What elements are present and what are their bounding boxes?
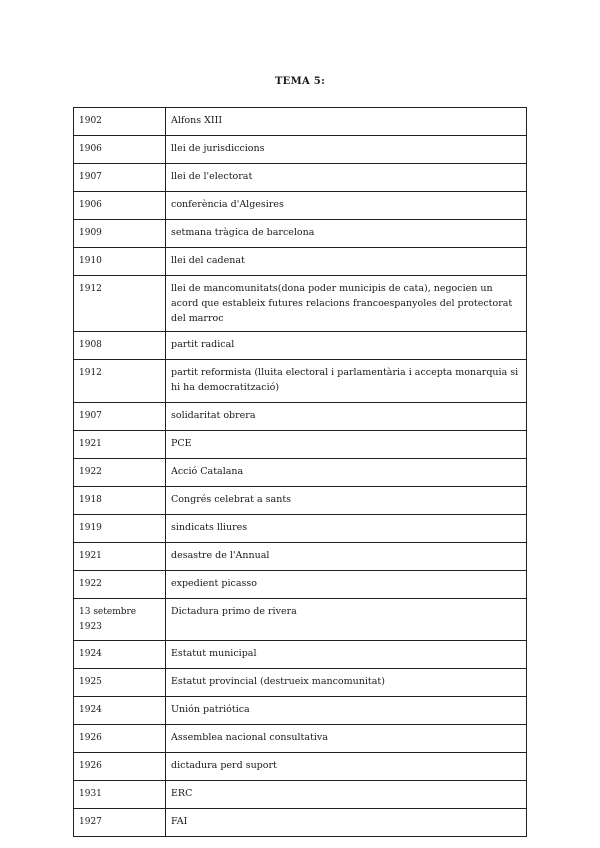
event-cell: ERC bbox=[166, 781, 527, 809]
year-cell: 1924 bbox=[74, 697, 166, 725]
table-row bbox=[74, 599, 527, 641]
table-row bbox=[74, 697, 527, 725]
event-cell: llei de jurisdiccions bbox=[166, 136, 527, 164]
year-cell: 1922 bbox=[74, 459, 166, 487]
event-cell: llei de mancomunitats(dona poder municipis de cata), negocien un acord que estableix futures relacions francoespanyoles del protectorat del marroc bbox=[166, 276, 527, 332]
event-cell: Estatut municipal bbox=[166, 641, 527, 669]
year-cell: 1922 bbox=[74, 571, 166, 599]
event-cell: dictadura perd suport bbox=[166, 753, 527, 781]
year-cell: 1925 bbox=[74, 669, 166, 697]
year-cell: 1906 bbox=[74, 192, 166, 220]
table-row bbox=[74, 431, 527, 459]
table-row bbox=[74, 487, 527, 515]
year-cell: 1902 bbox=[74, 108, 166, 136]
event-cell: conferència d'Algesires bbox=[166, 192, 527, 220]
table-row bbox=[74, 332, 527, 360]
year-cell: 1918 bbox=[74, 487, 166, 515]
event-cell: Congrés celebrat a sants bbox=[166, 487, 527, 515]
table-row bbox=[74, 164, 527, 192]
event-cell: llei de l'electorat bbox=[166, 164, 527, 192]
event-cell: solidaritat obrera bbox=[166, 403, 527, 431]
table-row bbox=[74, 781, 527, 809]
event-cell: expedient picasso bbox=[166, 571, 527, 599]
year-cell: 1931 bbox=[74, 781, 166, 809]
year-cell: 1919 bbox=[74, 515, 166, 543]
event-cell: setmana tràgica de barcelona bbox=[166, 220, 527, 248]
table-row bbox=[74, 543, 527, 571]
year-cell: 1921 bbox=[74, 543, 166, 571]
table-row bbox=[74, 641, 527, 669]
year-cell: 1908 bbox=[74, 332, 166, 360]
year-cell: 1909 bbox=[74, 220, 166, 248]
event-cell: sindicats lliures bbox=[166, 515, 527, 543]
table-row bbox=[74, 571, 527, 599]
event-cell: Assemblea nacional consultativa bbox=[166, 725, 527, 753]
year-cell: 13 setembre 1923 bbox=[74, 599, 166, 641]
event-cell: Alfons XIII bbox=[166, 108, 527, 136]
event-cell: llei del cadenat bbox=[166, 248, 527, 276]
event-cell: Estatut provincial (destrueix mancomunitat) bbox=[166, 669, 527, 697]
year-cell: 1921 bbox=[74, 431, 166, 459]
table-row bbox=[74, 192, 527, 220]
table-row bbox=[74, 276, 527, 332]
timeline-table bbox=[73, 107, 527, 837]
event-cell: partit radical bbox=[166, 332, 527, 360]
table-row bbox=[74, 669, 527, 697]
year-cell: 1927 bbox=[74, 809, 166, 837]
table-row bbox=[74, 108, 527, 136]
year-cell: 1912 bbox=[74, 276, 166, 332]
event-cell: FAI bbox=[166, 809, 527, 837]
table-row bbox=[74, 220, 527, 248]
year-cell: 1912 bbox=[74, 360, 166, 403]
table-row bbox=[74, 136, 527, 164]
event-cell: desastre de l'Annual bbox=[166, 543, 527, 571]
year-cell: 1907 bbox=[74, 403, 166, 431]
year-cell: 1910 bbox=[74, 248, 166, 276]
year-cell: 1924 bbox=[74, 641, 166, 669]
document-title: TEMA 5: bbox=[274, 76, 326, 87]
year-cell: 1906 bbox=[74, 136, 166, 164]
event-cell: PCE bbox=[166, 431, 527, 459]
table-row bbox=[74, 403, 527, 431]
year-cell: 1907 bbox=[74, 164, 166, 192]
table-row bbox=[74, 248, 527, 276]
event-cell: Acció Catalana bbox=[166, 459, 527, 487]
table-row bbox=[74, 753, 527, 781]
year-cell: 1926 bbox=[74, 725, 166, 753]
event-cell: partit reformista (lluita electoral i parlamentària i accepta monarquia si hi ha democratització) bbox=[166, 360, 527, 403]
table-row bbox=[74, 360, 527, 403]
event-cell: Dictadura primo de rivera bbox=[166, 599, 527, 641]
table-row bbox=[74, 459, 527, 487]
event-cell: Unión patriótica bbox=[166, 697, 527, 725]
table-row bbox=[74, 725, 527, 753]
year-cell: 1926 bbox=[74, 753, 166, 781]
table-row bbox=[74, 515, 527, 543]
table-row bbox=[74, 809, 527, 837]
